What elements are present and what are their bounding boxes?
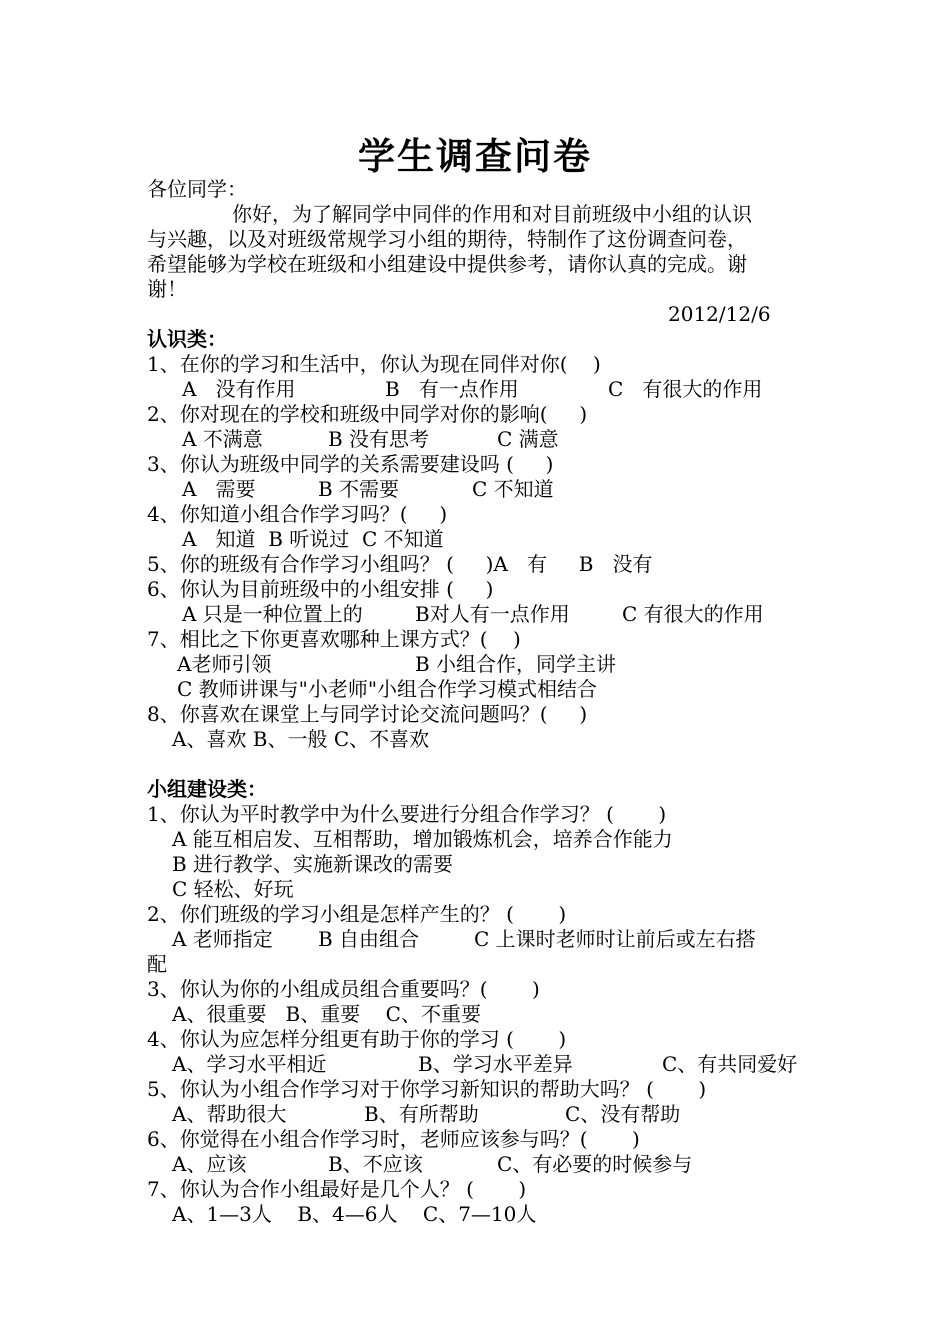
s1-q7-option-b: B 小组合作，同学主讲 [415, 652, 617, 676]
s2-q2-option-c: C 上课时老师时让前后或左右搭 [474, 927, 756, 951]
s2-q4-option-c: C、有共同爱好 [662, 1052, 798, 1076]
s2-question-6: 6、你觉得在小组合作学习时，老师应该参与吗？( ) [147, 1127, 640, 1151]
s1-q8-options: A、喜欢 B、一般 C、不喜欢 [172, 727, 430, 751]
s1-q7-option-a: A老师引领 [177, 652, 272, 676]
page-title: 学生调查问卷 [358, 134, 592, 178]
s1-question-5: 5、你的班级有合作学习小组吗？ ( )A 有 B 没有 [147, 552, 653, 576]
s2-q5-option-b: B、有所帮助 [364, 1102, 479, 1126]
s2-q6-option-a: A、应该 [172, 1152, 247, 1176]
s2-q5-option-c: C、没有帮助 [565, 1102, 681, 1126]
s2-q2-option-a: A 老师指定 [172, 927, 273, 951]
s2-question-7: 7、你认为合作小组最好是几个人？ ( ) [147, 1177, 527, 1201]
s1-q2-option-b: B 没有思考 [328, 427, 430, 451]
s1-question-4: 4、你知道小组合作学习吗？( ) [147, 502, 448, 526]
s2-question-3: 3、你认为你的小组成员组合重要吗？( ) [147, 977, 540, 1001]
s1-q1-option-a: A 没有作用 [182, 377, 296, 401]
s1-question-2: 2、你对现在的学校和班级中同学对你的影响( ) [147, 402, 588, 426]
s2-q4-option-b: B、学习水平差异 [418, 1052, 573, 1076]
s2-question-5: 5、你认为小组合作学习对于你学习新知识的帮助大吗？ ( ) [147, 1077, 707, 1101]
s2-q7-options: A、1—3人 B、4—6人 C、7—10人 [172, 1202, 537, 1226]
s1-q4-options: A 知道 B 听说过 C 不知道 [182, 527, 444, 551]
s2-q6-option-c: C、有必要的时候参与 [497, 1152, 693, 1176]
date: 2012/12/6 [668, 302, 771, 326]
s1-question-6: 6、你认为目前班级中的小组安排 ( ) [147, 577, 494, 601]
intro-line-2: 与兴趣，以及对班级常规学习小组的期待，特制作了这份调查问卷， [147, 227, 747, 251]
s1-q1-option-c: C 有很大的作用 [608, 377, 763, 401]
intro-line-3: 希望能够为学校在班级和小组建设中提供参考，请你认真的完成。谢 [147, 252, 747, 276]
s2-q5-option-a: A、帮助很大 [172, 1102, 287, 1126]
s1-question-7: 7、相比之下你更喜欢哪种上课方式？( ) [147, 627, 521, 651]
s1-q6-option-c: C 有很大的作用 [622, 602, 764, 626]
s1-q6-option-b: B对人有一点作用 [415, 602, 570, 626]
s1-question-8: 8、你喜欢在课堂上与同学讨论交流问题吗？( ) [147, 702, 588, 726]
s1-q6-option-a: A 只是一种位置上的 [182, 602, 363, 626]
s2-q2-continuation: 配 [147, 952, 167, 976]
s2-question-1: 1、你认为平时教学中为什么要进行分组合作学习？ ( ) [147, 802, 667, 826]
s2-q4-option-a: A、学习水平相近 [172, 1052, 327, 1076]
s2-q1-option-b: B 进行教学、实施新课改的需要 [172, 852, 454, 876]
s1-q3-option-b: B 不需要 [318, 477, 400, 501]
s1-q7-option-c: C 教师讲课与"小老师"小组合作学习模式相结合 [177, 677, 598, 701]
s2-q3-options: A、很重要 B、重要 C、不重要 [172, 1002, 481, 1026]
intro-line-4: 谢！ [147, 277, 187, 301]
s2-question-4: 4、你认为应怎样分组更有助于你的学习 ( ) [147, 1027, 567, 1051]
s1-question-1: 1、在你的学习和生活中，你认为现在同伴对你( ) [147, 352, 601, 376]
s2-question-2: 2、你们班级的学习小组是怎样产生的？ ( ) [147, 902, 567, 926]
s1-question-3: 3、你认为班级中同学的关系需要建设吗 ( ) [147, 452, 554, 476]
s2-q6-option-b: B、不应该 [328, 1152, 423, 1176]
s1-q3-option-a: A 需要 [182, 477, 256, 501]
s2-q1-option-c: C 轻松、好玩 [172, 877, 294, 901]
s2-q2-option-b: B 自由组合 [318, 927, 420, 951]
s1-q2-option-c: C 满意 [497, 427, 559, 451]
s1-q1-option-b: B 有一点作用 [385, 377, 519, 401]
section-heading-group-building: 小组建设类： [147, 777, 267, 801]
section-heading-awareness: 认识类： [147, 327, 227, 351]
s2-q1-option-a: A 能互相启发、互相帮助，增加锻炼机会，培养合作能力 [172, 827, 673, 851]
greeting: 各位同学： [147, 177, 247, 201]
intro-line-1: 你好，为了解同学中同伴的作用和对目前班级中小组的认识 [232, 202, 752, 226]
s1-q2-option-a: A 不满意 [182, 427, 263, 451]
s1-q3-option-c: C 不知道 [472, 477, 554, 501]
